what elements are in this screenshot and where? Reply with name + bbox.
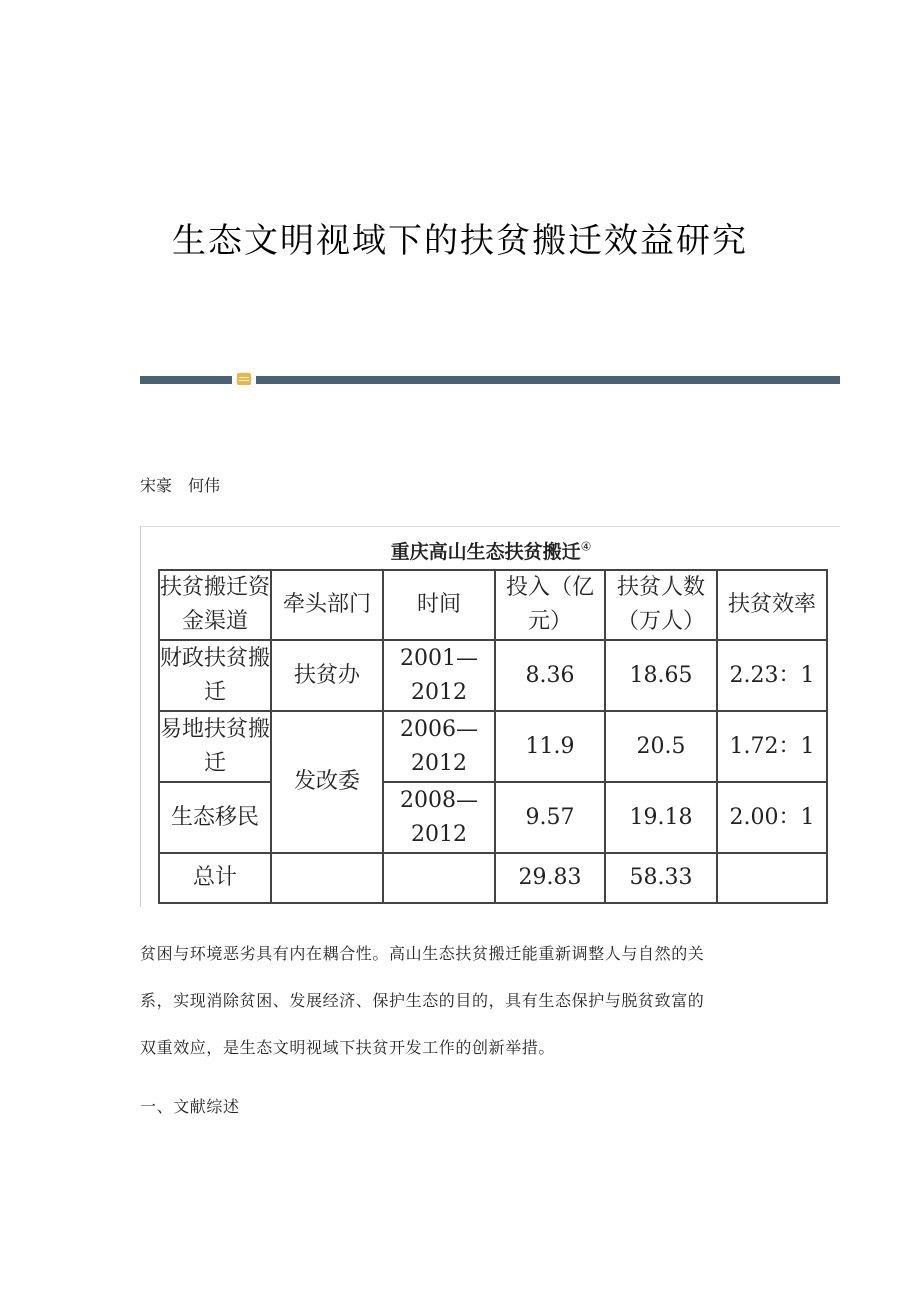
cell-people: 18.65 (605, 640, 717, 711)
header-invest: 投入（亿元） (495, 570, 605, 640)
cell-people: 19.18 (605, 782, 717, 853)
header-dept: 牵头部门 (271, 570, 383, 640)
footnote-mark: ④ (580, 539, 592, 554)
figure-title (141, 537, 841, 564)
table-figure (140, 526, 840, 907)
table-row (159, 711, 827, 782)
title-rule-left (140, 376, 232, 384)
total-people: 58.33 (605, 853, 717, 903)
section-heading: 一、文献综述 (140, 1097, 240, 1116)
figure-title-text: 重庆高山生态扶贫搬迁 (390, 541, 581, 563)
cell-channel: 易地扶贫搬迁 (159, 711, 271, 782)
data-table (158, 569, 828, 904)
total-time (383, 853, 495, 903)
cell-invest: 11.9 (495, 711, 605, 782)
cell-time: 2006—2012 (383, 711, 495, 782)
cell-channel: 财政扶贫搬迁 (159, 640, 271, 711)
cell-efficiency: 2.00：1 (717, 782, 827, 853)
header-people: 扶贫人数（万人） (605, 570, 717, 640)
document-icon (237, 373, 251, 385)
total-label: 总计 (159, 853, 271, 903)
table-row (159, 640, 827, 711)
cell-invest: 8.36 (495, 640, 605, 711)
table-total-row (159, 853, 827, 903)
title-rule-right (256, 376, 840, 384)
total-invest: 29.83 (495, 853, 605, 903)
cell-efficiency: 1.72：1 (717, 711, 827, 782)
table-row (159, 782, 827, 853)
document-title: 生态文明视域下的扶贫搬迁效益研究 (172, 221, 748, 261)
total-dept (271, 853, 383, 903)
authors: 宋豪 何伟 (140, 476, 221, 495)
cell-time: 2001—2012 (383, 640, 495, 711)
cell-invest: 9.57 (495, 782, 605, 853)
body-line: 贫困与环境恶劣具有内在耦合性。高山生态扶贫搬迁能重新调整人与自然的关 (140, 944, 705, 963)
cell-dept: 扶贫办 (271, 640, 383, 711)
header-channel: 扶贫搬迁资金渠道 (159, 570, 271, 640)
cell-channel: 生态移民 (159, 782, 271, 853)
header-time: 时间 (383, 570, 495, 640)
table-header-row (159, 570, 827, 640)
cell-time: 2008—2012 (383, 782, 495, 853)
header-efficiency: 扶贫效率 (717, 570, 827, 640)
cell-efficiency: 2.23：1 (717, 640, 827, 711)
cell-people: 20.5 (605, 711, 717, 782)
total-efficiency (717, 853, 827, 903)
body-line: 系，实现消除贫困、发展经济、保护生态的目的，具有生态保护与脱贫致富的 (140, 991, 705, 1010)
cell-dept: 发改委 (271, 711, 383, 853)
body-line: 双重效应，是生态文明视域下扶贫开发工作的创新举措。 (140, 1038, 556, 1057)
